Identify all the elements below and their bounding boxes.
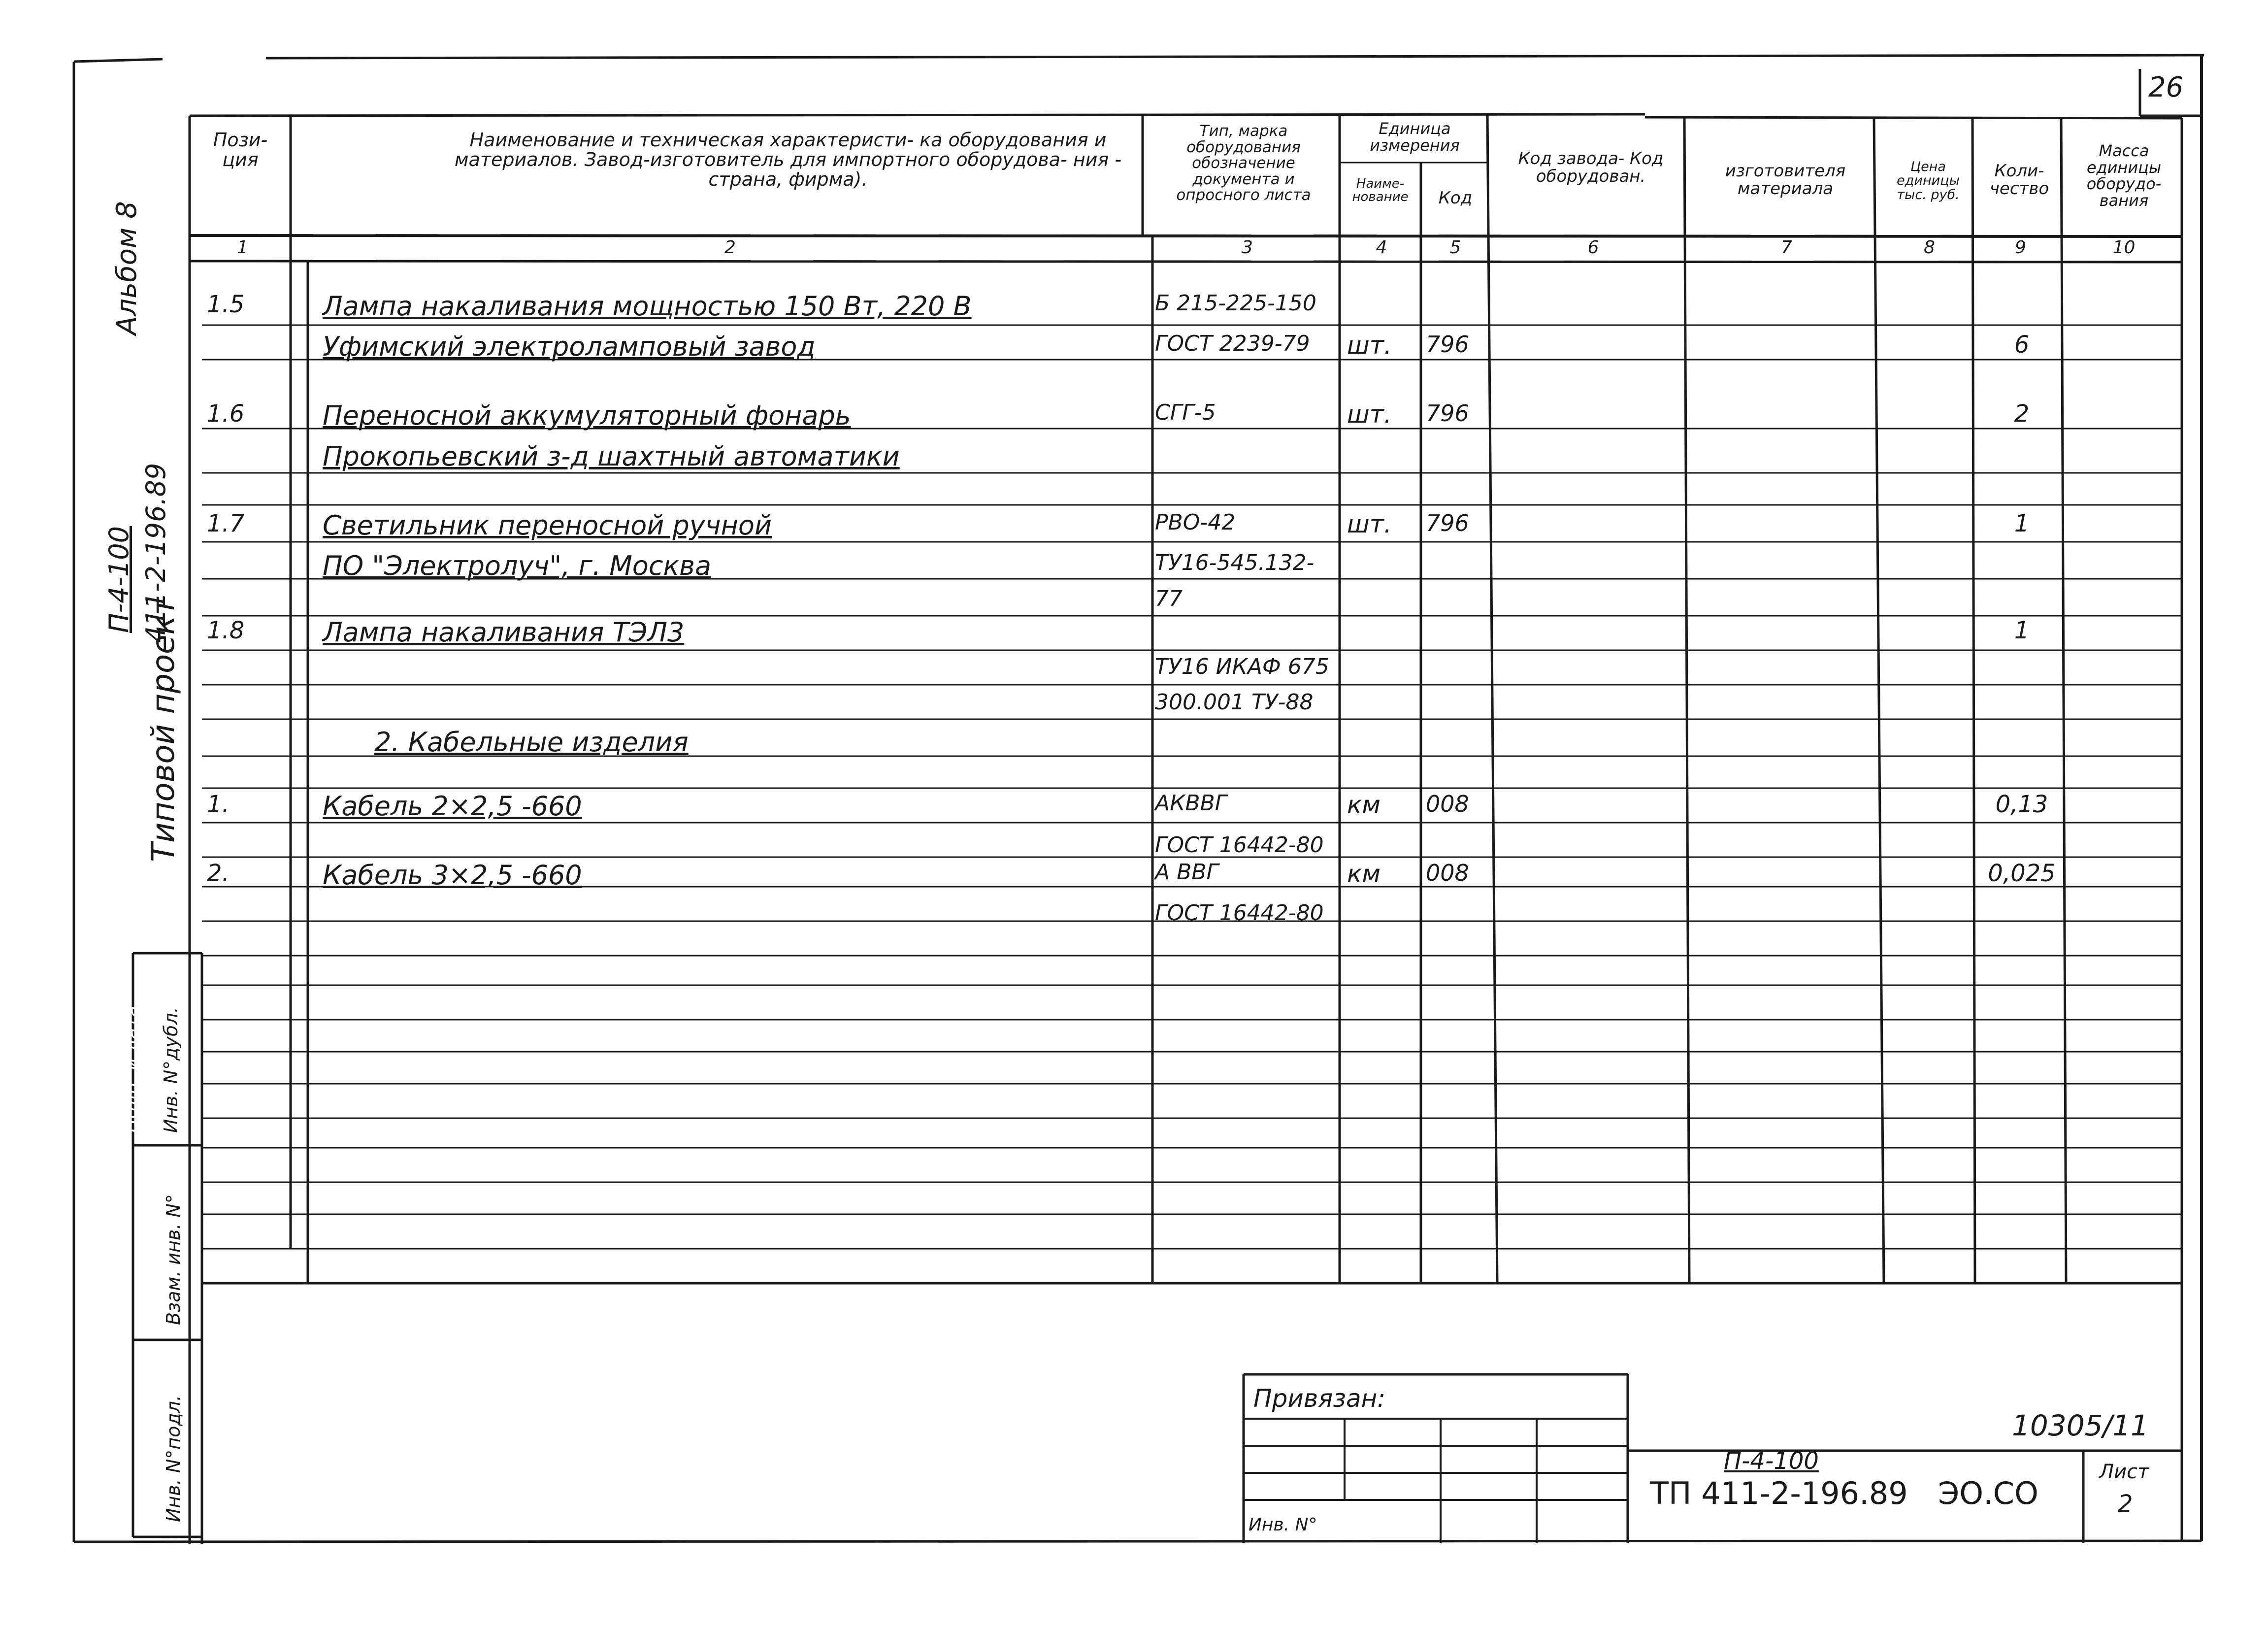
sheet-label: Лист	[2099, 1461, 2149, 1483]
title-project-code-top: П-4-100	[1724, 1447, 1819, 1475]
header-mass: Масса единицы оборудо- вания	[2086, 141, 2162, 210]
row-name: Кабель 2×2,5 -660	[323, 791, 582, 822]
row-type: РВО-42	[1155, 510, 1236, 535]
row-type: ГОСТ 16442-80	[1155, 900, 1324, 926]
row-name: Прокопьевский з-д шахтный автоматики	[323, 441, 900, 472]
stamp-inv-dup: Инв. N°дубл.	[160, 1007, 182, 1133]
row-position: 1.5	[207, 291, 245, 318]
document-suffix: ЭО.СО	[1938, 1475, 2038, 1511]
project-prefix-label: Типовой проект	[145, 597, 182, 862]
row-name: Переносной аккумуляторный фонарь	[323, 400, 851, 431]
row-name: ПО "Электролуч", г. Москва	[323, 550, 712, 581]
archive-number: 10305/11	[2012, 1409, 2149, 1442]
row-position: 1.7	[207, 510, 245, 537]
row-name: Лампа накаливания ТЭЛ3	[323, 617, 685, 648]
sheet-corner-number: 26	[2148, 71, 2184, 103]
row-unit-code: 796	[1426, 400, 1469, 427]
header-quantity: Коли- чество	[1989, 161, 2049, 199]
row-unit: шт.	[1347, 510, 1392, 538]
project-code-top: П-4-100	[103, 526, 134, 633]
header-equipment-code: Код завода- Код оборудован.	[1518, 149, 1664, 186]
row-type: 77	[1155, 586, 1183, 611]
column-number: 7	[1781, 237, 1792, 258]
header-unit-group: Единица измерения	[1370, 119, 1460, 155]
header-name: Наименование и техническая характеристи- ка оборудования и материалов. Завод-изготовитель для импортного оборудова- ния - страна, фирма).	[454, 129, 1122, 190]
column-number: 10	[2112, 237, 2136, 258]
row-quantity: 0,13	[1995, 791, 2048, 818]
header-position: Пози- ция	[213, 129, 268, 170]
row-type: ГОСТ 2239-79	[1155, 331, 1310, 356]
row-quantity: 1	[2014, 510, 2030, 537]
row-unit-code: 008	[1426, 791, 1469, 817]
column-number: 5	[1449, 237, 1461, 258]
row-name: Кабель 3×2,5 -660	[323, 860, 582, 891]
row-unit-code: 796	[1426, 331, 1469, 358]
row-quantity: 1	[2014, 617, 2030, 644]
column-number: 9	[2015, 237, 2026, 258]
document-code: ТП 411-2-196.89	[1650, 1475, 1908, 1511]
header-unit-name: Наиме- нование	[1352, 176, 1409, 205]
row-position: 1.8	[207, 617, 245, 644]
row-name: Уфимский электроламповый завод	[323, 331, 816, 362]
row-unit: км	[1347, 860, 1381, 888]
column-number: 4	[1376, 237, 1387, 258]
row-type: Б 215-225-150	[1155, 291, 1316, 316]
column-number: 6	[1587, 237, 1599, 258]
stamp-replaced-inv: Взам. инв. N°	[163, 1194, 184, 1325]
row-type: АКВВГ	[1155, 791, 1227, 816]
column-number: 2	[724, 237, 736, 258]
stamp-signature-date: Подп. и дата	[121, 1005, 142, 1133]
header-manufacturer: изготовителя материала	[1725, 161, 1846, 199]
row-unit: км	[1347, 791, 1381, 819]
row-position: 2.	[207, 860, 230, 887]
row-name: Лампа накаливания мощностью 150 Вт, 220 В	[323, 291, 972, 322]
bound-label: Привязан:	[1253, 1384, 1386, 1413]
row-unit: шт.	[1347, 331, 1392, 360]
sheet-number: 2	[2118, 1490, 2133, 1518]
row-position: 1.6	[207, 400, 245, 428]
row-type: СГГ-5	[1155, 400, 1216, 425]
row-type: ТУ16 ИКАФ 675	[1155, 654, 1329, 679]
row-type: ГОСТ 16442-80	[1155, 832, 1324, 858]
header-type: Тип, марка оборудования обозначение документа и опросного листа	[1176, 122, 1311, 204]
row-unit-code: 008	[1426, 860, 1469, 886]
row-name: 2. Кабельные изделия	[374, 727, 689, 758]
column-number: 1	[237, 237, 248, 258]
header-unit-code: Код	[1438, 188, 1473, 208]
row-type: 300.001 ТУ-88	[1155, 690, 1314, 715]
row-type: А ВВГ	[1155, 860, 1218, 885]
column-number: 8	[1924, 237, 1935, 258]
stamp-inv-original: Инв. N°подл.	[163, 1395, 184, 1522]
row-quantity: 2	[2014, 400, 2030, 428]
row-name: Светильник переносной ручной	[323, 510, 772, 541]
row-quantity: 0,025	[1988, 860, 2056, 887]
row-unit: шт.	[1347, 400, 1392, 429]
inv-label: Инв. N°	[1249, 1515, 1317, 1535]
column-number: 3	[1242, 237, 1253, 258]
album-label: Альбом 8	[111, 201, 143, 335]
row-unit-code: 796	[1426, 510, 1469, 536]
row-type: ТУ16-545.132-	[1155, 550, 1315, 575]
project-code-bottom: 411-2-196.89	[140, 463, 171, 643]
header-price: Цена единицы тыс. руб.	[1897, 159, 1960, 202]
row-quantity: 6	[2014, 331, 2030, 359]
row-position: 1.	[207, 791, 230, 818]
